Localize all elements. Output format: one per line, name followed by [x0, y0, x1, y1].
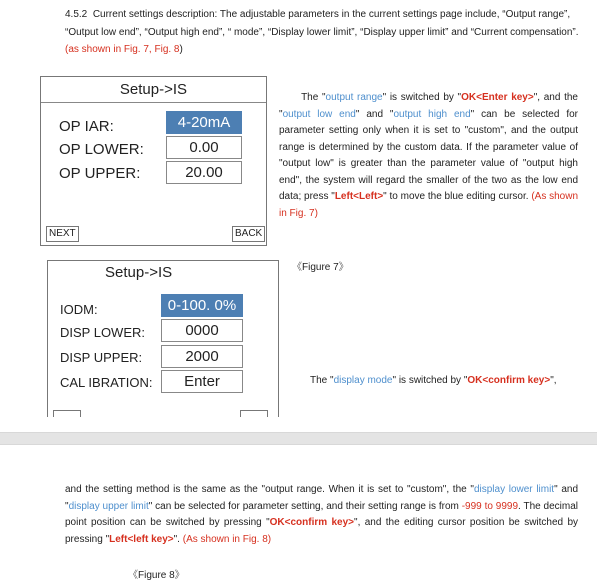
op-upper-value: 20.00 [166, 161, 242, 184]
last-softkey-cropped [53, 410, 81, 417]
back-softkey-cropped [240, 410, 268, 417]
figure-8-description-continued [65, 482, 578, 548]
figure-reference: (as shown in Fig. 7, Fig. 8 [65, 44, 180, 55]
screen-title: Setup->IS [41, 77, 266, 103]
page-break [0, 432, 597, 445]
figure-8-screen [47, 260, 279, 417]
text-run: " is switched by " [392, 375, 468, 386]
text-run: " and " [65, 484, 579, 512]
figure-8-description-start [310, 373, 578, 390]
term-display-lower-limit: display lower limit [473, 484, 555, 495]
text-run: " can be selected for parameter setting only when it is set to "custom", and the output range is determined by the custom data. If the parameter value of "output low" is greater than the parameter value of "output high end", the system will regard the smaller of the two as the low end data; press " [279, 108, 578, 202]
section-intro [65, 6, 580, 59]
key-ok-confirm: OK<confirm key> [269, 517, 355, 528]
back-softkey: BACK [232, 226, 265, 242]
text-run: ", [550, 375, 557, 386]
figure-7-description [279, 90, 578, 222]
next-softkey: NEXT [46, 226, 79, 242]
op-iar-label: OP IAR: [59, 118, 114, 135]
text-run: " is switched by " [382, 92, 462, 103]
calibration-value: Enter [161, 370, 243, 393]
text-run: and the setting method is the same as the "output range. When it is set to "custom", the " [65, 484, 474, 495]
disp-upper-value: 2000 [161, 345, 243, 368]
disp-lower-value: 0000 [161, 319, 243, 342]
figure-7-caption: 《Figure 7》 [292, 262, 349, 273]
op-iar-value: 4-20mA [166, 111, 242, 134]
text-run: ", and the " [279, 92, 578, 120]
key-left: Left<left key> [109, 533, 174, 545]
iodm-label: IODM: [60, 302, 98, 317]
key-ok-enter: OK<Enter key> [461, 92, 534, 103]
disp-lower-label: DISP LOWER: [60, 325, 146, 340]
op-lower-label: OP LOWER: [59, 141, 144, 158]
term-output-high-end: output high end [393, 108, 471, 120]
term-display-upper-limit: display upper limit [68, 500, 149, 512]
text-run: " and " [355, 108, 394, 120]
text-run: " to move the blue editing cursor. [383, 191, 532, 202]
disp-upper-label: DISP UPPER: [60, 350, 143, 365]
text-run: " can be selected for parameter setting, and their setting range is from [148, 500, 462, 512]
op-upper-label: OP UPPER: [59, 165, 141, 182]
text-run: . The decimal point position can be switched by pressing " [65, 500, 579, 528]
section-intro-text: Current settings description: The adjustable parameters in the current settings page include, “Output range”, “Output low end”, “Output high end”, “ mode”, “Display lower limit”, “Display upper limit” and “Current compensation”. [65, 9, 579, 38]
paren-close: ) [179, 44, 183, 55]
screen-title: Setup->IS [105, 264, 173, 281]
op-lower-value: 0.00 [166, 136, 242, 159]
section-number: 4.5.2 [65, 9, 88, 20]
text-run: ", and the editing cursor position be switched by pressing " [65, 517, 579, 545]
text-run: The " [310, 375, 334, 386]
calibration-label: CAL IBRATION: [60, 375, 153, 390]
term-output-low-end: output low end [282, 108, 356, 120]
text-run: The " [301, 92, 326, 103]
text-run: ". [173, 533, 183, 545]
iodm-value: 0-100. 0% [161, 294, 243, 317]
setting-range: -999 to 9999 [461, 500, 519, 512]
term-display-mode: display mode [333, 375, 393, 386]
figure-7-screen [40, 76, 267, 246]
key-ok-confirm: OK<confirm key> [467, 375, 551, 386]
figure-8-caption: 《Figure 8》 [128, 570, 185, 581]
figure-reference: (As shown in Fig. 7) [279, 191, 579, 219]
key-left: Left<Left> [334, 191, 384, 202]
figure-reference: (As shown in Fig. 8) [182, 533, 272, 545]
term-output-range: output range [325, 92, 383, 103]
